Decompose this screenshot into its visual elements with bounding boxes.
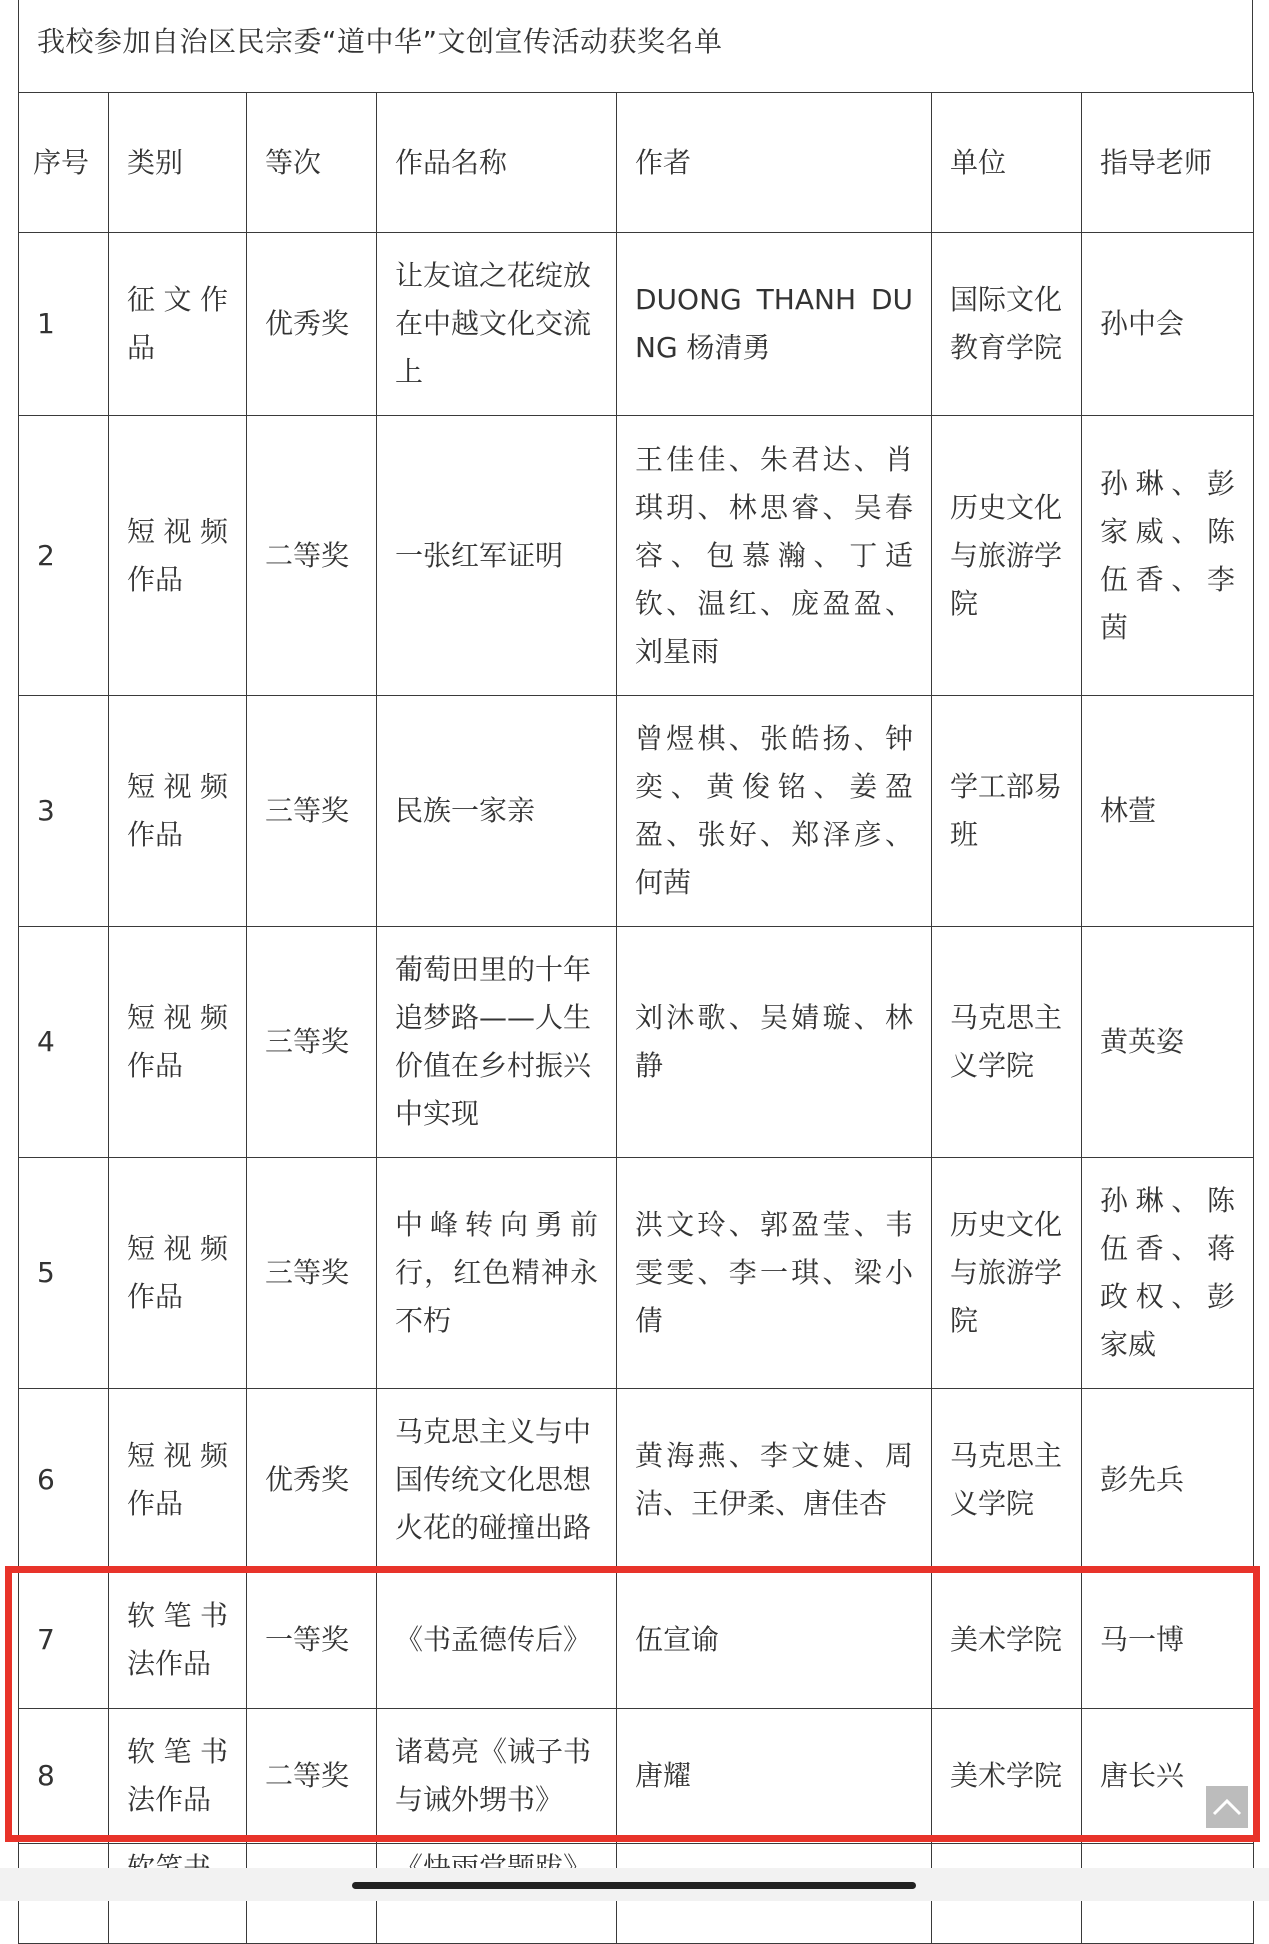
header-row (19, 93, 1254, 233)
table-row (19, 927, 1254, 1158)
header-cell: 作品名称 (377, 93, 617, 233)
cell-grade: 二等奖 (247, 1709, 377, 1844)
cell-author: 王佳佳、朱君达、肖琪玥、林思睿、吴春容、包慕瀚、丁适钦、温红、庞盈盈、刘星雨 (617, 416, 932, 696)
cell-grade: 三等奖 (247, 927, 377, 1158)
table-row (19, 696, 1254, 927)
cell-advisor: 孙琳、陈伍香、蒋政权、彭家威 (1082, 1158, 1254, 1389)
cell-advisor: 林萱 (1082, 696, 1254, 927)
cell-author: 黄海燕、李文婕、周洁、王伊柔、唐佳杏 (617, 1389, 932, 1572)
cell-work: 一张红军证明 (377, 416, 617, 696)
cell-work: 让友谊之花绽放在中越文化交流上 (377, 233, 617, 416)
cell-unit: 历史文化与旅游学院 (932, 1158, 1082, 1389)
cell-author: 伍宣谕 (617, 1572, 932, 1709)
cell-work: 《书孟德传后》 (377, 1572, 617, 1709)
table-row (19, 1389, 1254, 1572)
cell-category: 征文作品 (109, 233, 247, 416)
header-cell: 序号 (19, 93, 109, 233)
cell-category: 软笔书法作品 (109, 1572, 247, 1709)
cell-advisor: 马一博 (1082, 1572, 1254, 1709)
header-cell: 等次 (247, 93, 377, 233)
cell-author: 曾煜棋、张皓扬、钟奕、黄俊铭、姜盈盈、张好、郑泽彦、何茜 (617, 696, 932, 927)
header-cell: 指导老师 (1082, 93, 1254, 233)
cell-category: 短视频作品 (109, 927, 247, 1158)
cell-category: 短视频作品 (109, 1389, 247, 1572)
cell-unit: 学工部易班 (932, 696, 1082, 927)
table-row (19, 1572, 1254, 1709)
table-row (19, 1158, 1254, 1389)
cell-work: 中峰转向勇前行，红色精神永不朽 (377, 1158, 617, 1389)
cell-work: 马克思主义与中国传统文化思想火花的碰撞出路 (377, 1389, 617, 1572)
cell-author: DUONG THANH DUNG 杨清勇 (617, 233, 932, 416)
table-row (19, 233, 1254, 416)
cell-author: 唐耀 (617, 1709, 932, 1844)
cell-advisor: 黄英姿 (1082, 927, 1254, 1158)
cell-advisor: 唐长兴 (1082, 1709, 1254, 1844)
cell-category: 短视频作品 (109, 696, 247, 927)
cell-work: 诸葛亮《诫子书与诫外甥书》 (377, 1709, 617, 1844)
cell-grade: 一等奖 (247, 1572, 377, 1709)
cell-advisor: 孙琳、彭家威、陈伍香、李茵 (1082, 416, 1254, 696)
cell-no: 5 (19, 1158, 109, 1389)
cell-unit: 美术学院 (932, 1572, 1082, 1709)
cell-unit: 国际文化教育学院 (932, 233, 1082, 416)
cell-no: 2 (19, 416, 109, 696)
cell-no: 6 (19, 1389, 109, 1572)
header-cell: 类别 (109, 93, 247, 233)
table-row (19, 1709, 1254, 1844)
cell-no: 8 (19, 1709, 109, 1844)
award-table (18, 92, 1254, 1944)
cell-no: 1 (19, 233, 109, 416)
header-cell: 作者 (617, 93, 932, 233)
cell-unit: 马克思主义学院 (932, 1389, 1082, 1572)
home-indicator[interactable] (352, 1882, 916, 1889)
cell-grade: 三等奖 (247, 1158, 377, 1389)
header-cell: 单位 (932, 93, 1082, 233)
cell-grade: 三等奖 (247, 696, 377, 927)
cell-grade: 优秀奖 (247, 233, 377, 416)
cell-author: 洪文玲、郭盈莹、韦雯雯、李一琪、梁小倩 (617, 1158, 932, 1389)
cell-work: 民族一家亲 (377, 696, 617, 927)
cell-unit: 马克思主义学院 (932, 927, 1082, 1158)
cell-category: 短视频作品 (109, 416, 247, 696)
table-title: 我校参加自治区民宗委“道中华”文创宣传活动获奖名单 (18, 0, 1253, 93)
cell-unit: 历史文化与旅游学院 (932, 416, 1082, 696)
cell-no: 4 (19, 927, 109, 1158)
scroll-to-top-button[interactable] (1206, 1786, 1248, 1828)
chevron-up-icon (1206, 1786, 1248, 1828)
cell-grade: 优秀奖 (247, 1389, 377, 1572)
cell-author: 刘沐歌、吴婧璇、林静 (617, 927, 932, 1158)
cell-no: 3 (19, 696, 109, 927)
cell-category: 软笔书法作品 (109, 1709, 247, 1844)
cell-no: 7 (19, 1572, 109, 1709)
cell-category: 短视频作品 (109, 1158, 247, 1389)
cell-advisor: 孙中会 (1082, 233, 1254, 416)
cell-grade: 二等奖 (247, 416, 377, 696)
cell-work: 葡萄田里的十年追梦路——人生价值在乡村振兴中实现 (377, 927, 617, 1158)
cell-advisor: 彭先兵 (1082, 1389, 1254, 1572)
cell-unit: 美术学院 (932, 1709, 1082, 1844)
table-row (19, 416, 1254, 696)
